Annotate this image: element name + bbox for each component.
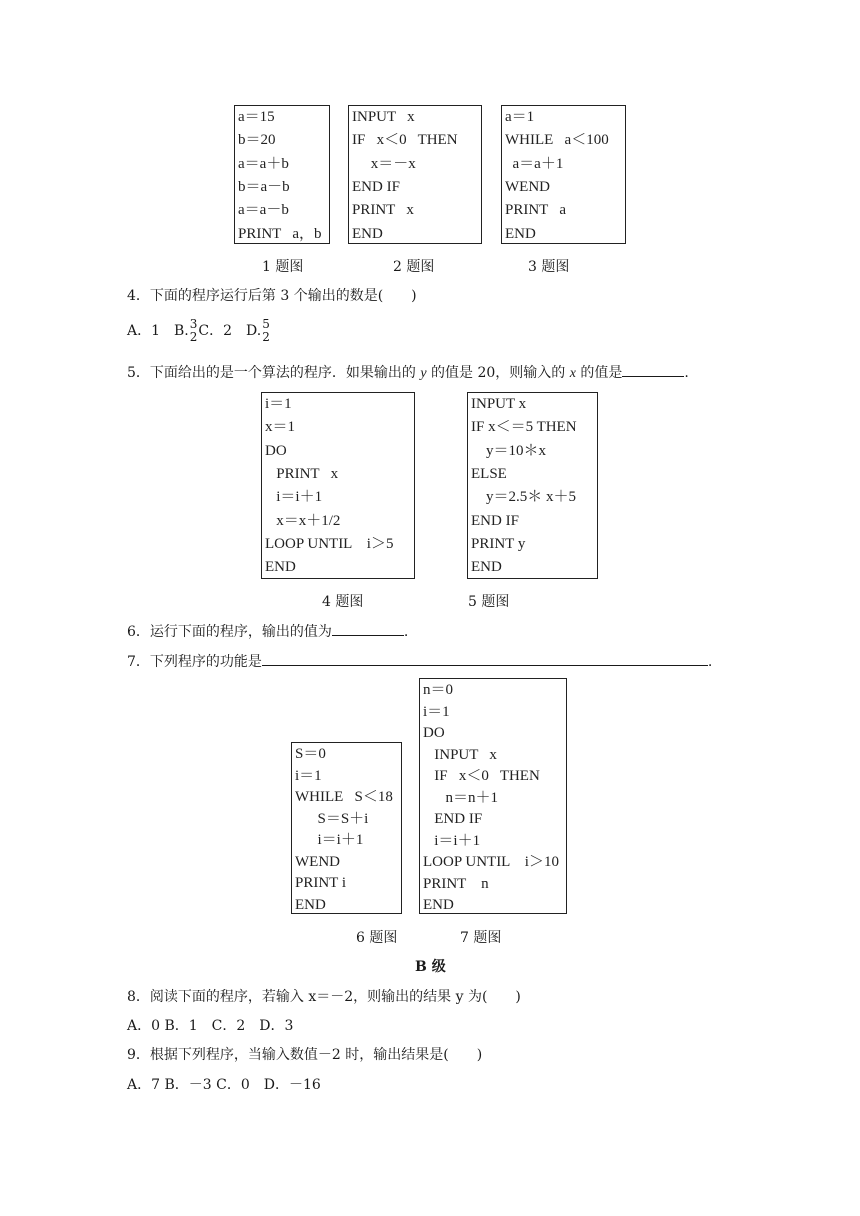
section-heading-level-b: B 级: [415, 959, 446, 975]
code-line: i＝i＋1: [295, 832, 364, 848]
answer-blank-6[interactable]: [332, 623, 404, 636]
code-line: WEND: [295, 853, 340, 870]
caption-fig-3: 3 题图: [528, 259, 570, 275]
code-line: PRINT n: [423, 875, 489, 892]
code-line: a＝a＋1: [505, 155, 564, 172]
code-line: END IF: [423, 811, 483, 827]
code-line: IF x＜0 THEN: [423, 768, 540, 784]
code-line: IF x＜0 THEN: [352, 132, 458, 149]
code-line: PRINT a: [505, 202, 566, 219]
caption-fig-5: 5 题图: [468, 594, 510, 610]
code-line: n＝0: [423, 682, 454, 698]
question-5-stem: 5．下面给出的是一个算法的程序．如果输出的 y 的值是 20，则输入的 x 的值是 .: [127, 365, 689, 381]
code-line: LOOP UNTIL i＞5: [265, 535, 394, 552]
answer-blank-5[interactable]: [622, 364, 684, 377]
caption-fig-2: 2 题图: [393, 259, 435, 275]
caption-fig-1: 1 题图: [262, 259, 304, 275]
program-box-6: [291, 742, 402, 914]
code-line: i＝1: [295, 767, 322, 784]
code-line: INPUT x: [471, 396, 527, 412]
caption-fig-6: 6 题图: [356, 930, 398, 946]
code-line: i＝1: [423, 703, 450, 720]
fraction-three-halves: 3 2: [189, 317, 198, 344]
question-9-stem: 9．根据下列程序，当输入数值－2 时，输出结果是( ): [127, 1047, 483, 1063]
code-line: i＝1: [265, 396, 292, 412]
code-line: PRINT x: [352, 202, 414, 219]
code-line: END: [295, 896, 326, 913]
code-line: WHILE S＜18: [295, 789, 393, 805]
question-8-options: A．0 B．1 C．2 D．3: [127, 1018, 294, 1034]
answer-blank-7[interactable]: [262, 653, 708, 666]
program-box-3: [501, 105, 626, 244]
code-line: END: [471, 559, 502, 576]
question-6-stem: 6．运行下面的程序，输出的值为 .: [127, 624, 409, 640]
program-box-5: [467, 392, 598, 579]
question-9-options: A．7 B．－3 C．0 D．－16: [127, 1077, 321, 1093]
code-line: y＝10＊x: [471, 442, 547, 459]
code-line: a＝a－b: [238, 202, 289, 219]
variable-x: x: [569, 366, 576, 381]
fraction-five-halves: 5 2: [262, 317, 270, 344]
caption-fig-7: 7 题图: [460, 930, 502, 946]
code-line: END: [423, 897, 454, 913]
code-line: a＝a＋b: [238, 155, 289, 172]
code-line: a＝15: [238, 109, 275, 125]
code-line: S＝S＋i: [295, 810, 369, 827]
code-line: PRINT x: [265, 465, 339, 482]
code-line: END: [265, 559, 296, 576]
code-line: x＝1: [265, 419, 296, 436]
code-line: PRINT i: [295, 875, 346, 891]
program-box-4: [261, 392, 415, 579]
question-7-stem: 7．下列程序的功能是 .: [127, 654, 713, 670]
q4-option-c-d: C．2 D.: [198, 323, 262, 339]
code-line: END IF: [352, 178, 400, 195]
code-line: S＝0: [295, 746, 326, 762]
code-line: PRINT a，b: [238, 225, 322, 242]
code-line: x＝x＋1/2: [265, 512, 341, 529]
program-box-2: [348, 105, 482, 244]
code-line: PRINT y: [471, 535, 526, 552]
code-line: b＝20: [238, 132, 276, 149]
code-line: b＝a－b: [238, 178, 290, 195]
code-line: DO: [423, 725, 445, 741]
caption-fig-4: 4 题图: [322, 594, 364, 610]
code-line: END IF: [471, 512, 519, 529]
q4-option-a-b: A．1 B.: [127, 323, 189, 339]
code-line: i＝i＋1: [423, 832, 481, 849]
code-line: a＝1: [505, 109, 535, 125]
code-line: INPUT x: [423, 746, 497, 763]
question-4-options: [127, 318, 271, 344]
code-line: END: [352, 225, 383, 242]
code-line: WHILE a＜100: [505, 132, 609, 149]
code-line: ELSE: [471, 465, 507, 482]
code-line: INPUT x: [352, 109, 415, 125]
question-4-stem: 4．下面的程序运行后第 3 个输出的数是( ): [127, 288, 417, 304]
code-line: END: [505, 225, 536, 242]
code-line: i＝i＋1: [265, 489, 323, 506]
variable-y: y: [420, 366, 427, 381]
code-line: WEND: [505, 178, 550, 195]
program-box-1: [234, 105, 330, 244]
code-line: IF x＜＝5 THEN: [471, 419, 577, 436]
code-line: LOOP UNTIL i＞10: [423, 854, 559, 870]
code-line: x＝－x: [352, 155, 416, 172]
program-box-7: [419, 678, 567, 914]
code-line: n＝n＋1: [423, 789, 499, 806]
code-line: DO: [265, 442, 287, 459]
question-8-stem: 8．阅读下面的程序，若输入 x＝－2，则输出的结果 y 为( ): [127, 989, 521, 1005]
code-line: y＝2.5＊ x＋5: [471, 489, 577, 506]
